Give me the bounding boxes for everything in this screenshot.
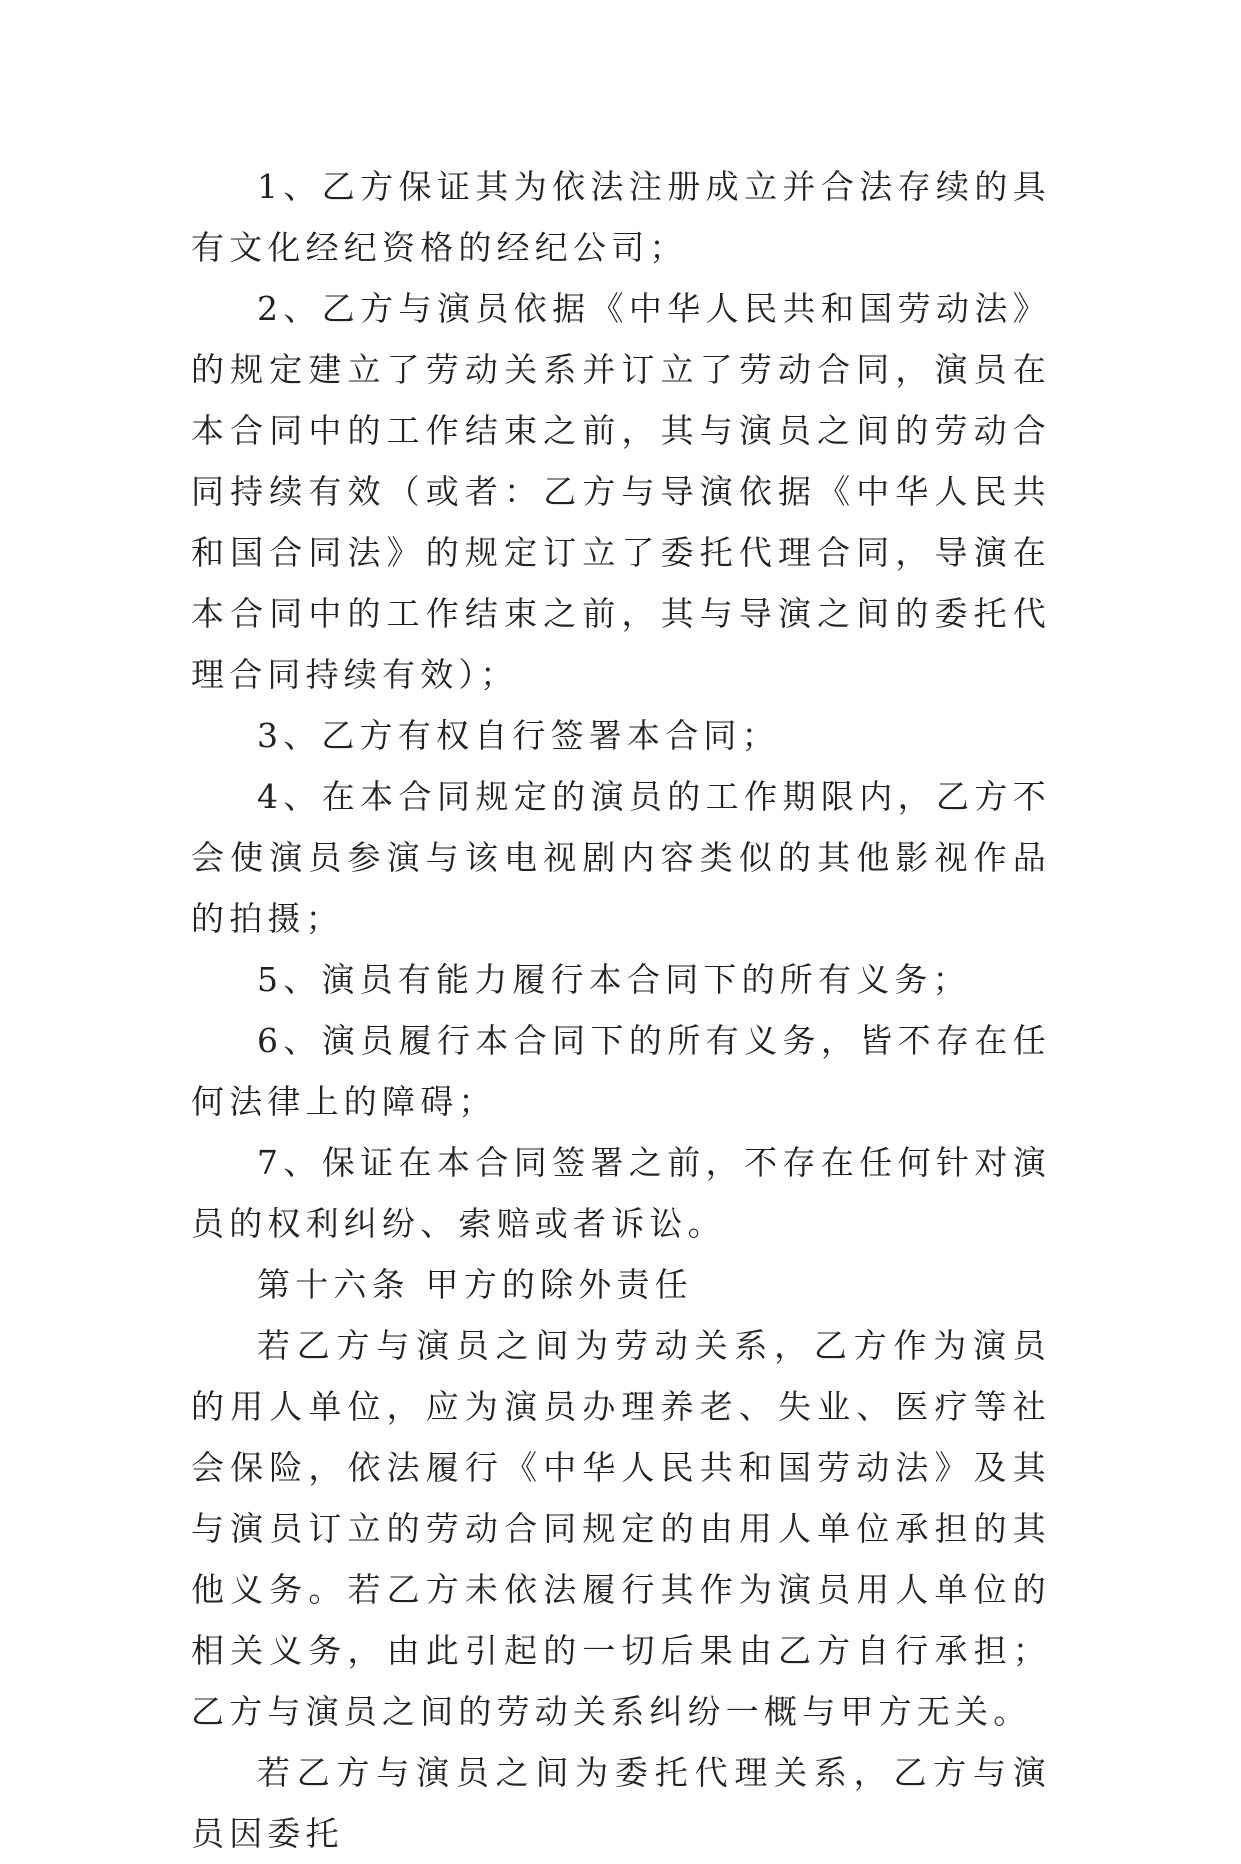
document-body bbox=[191, 156, 1051, 1864]
clause-5: 5、演员有能力履行本合同下的所有义务； bbox=[257, 960, 971, 999]
clause-1: 1、乙方保证其为依法注册成立并合法存续的具有文化经纪资格的经纪公司； bbox=[191, 167, 1051, 267]
article-16-heading: 第十六条 甲方的除外责任 bbox=[257, 1265, 693, 1304]
article-16-paragraph-2: 若乙方与演员之间为委托代理关系，乙方与演员因委托 bbox=[191, 1753, 1051, 1853]
clause-4: 4、在本合同规定的演员的工作期限内，乙方不会使演员参演与该电视剧内容类似的其他影视作品的拍摄； bbox=[191, 777, 1051, 938]
clause-7: 7、保证在本合同签署之前，不存在任何针对演员的权利纠纷、索赔或者诉讼。 bbox=[191, 1143, 1051, 1243]
article-16-paragraph-1: 若乙方与演员之间为劳动关系，乙方作为演员的用人单位，应为演员办理养老、失业、医疗等社会保险，依法履行《中华人民共和国劳动法》及其与演员订立的劳动合同规定的由用人单位承担的其他义务。若乙方未依法履行其作为演员用人单位的相关义务，由此引起的一切后果由乙方自行承担；乙方与演员之间的劳动关系纠纷一概与甲方无关。 bbox=[191, 1326, 1051, 1731]
clause-3: 3、乙方有权自行签署本合同； bbox=[257, 716, 780, 755]
clause-2: 2、乙方与演员依据《中华人民共和国劳动法》的规定建立了劳动关系并订立了劳动合同，演员在本合同中的工作结束之前，其与演员之间的劳动合同持续有效（或者：乙方与导演依据《中华人民共和国合同法》的规定订立了委托代理合同，导演在本合同中的工作结束之前，其与导演之间的委托代理合同持续有效）； bbox=[191, 289, 1051, 694]
clause-6: 6、演员履行本合同下的所有义务，皆不存在任何法律上的障碍； bbox=[191, 1021, 1051, 1121]
